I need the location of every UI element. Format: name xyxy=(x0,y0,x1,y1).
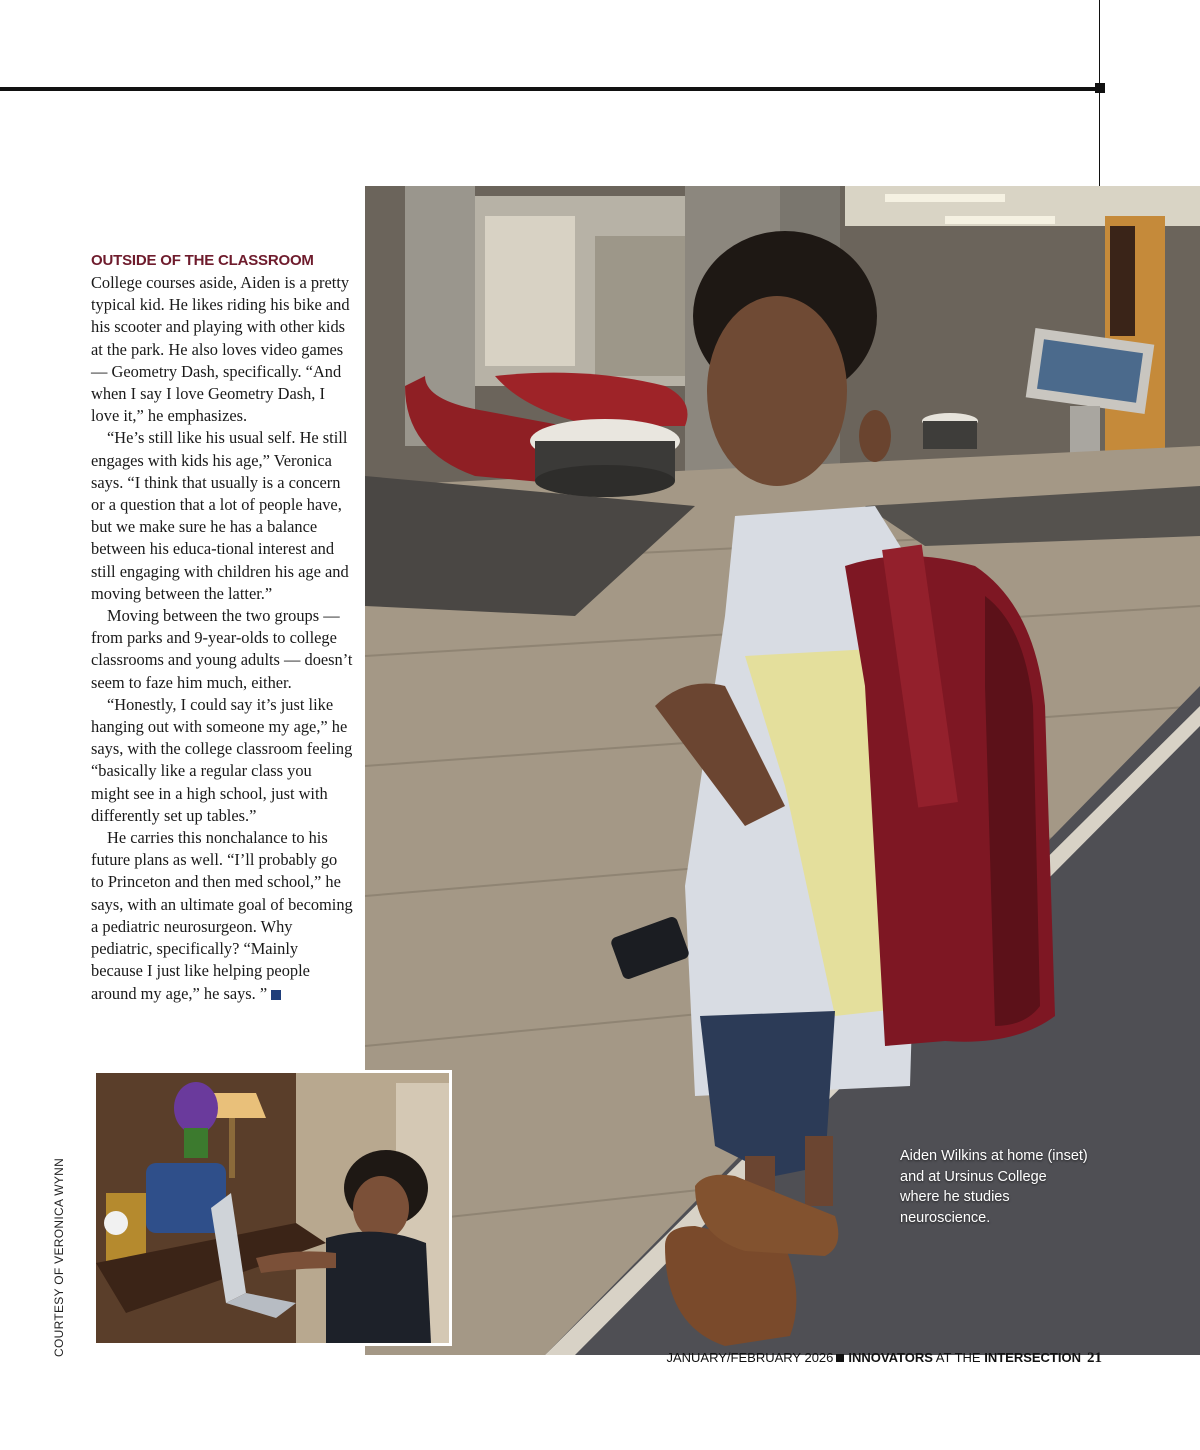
paragraph-text: He carries this nonchalance to his future plans as well. “I’ll probably go to Princeton and then med school,” he says, with an ultimate goal of becoming a pediatric neurosurgeon. Why pediatric, specifically? “Mainly because I just like helping people around my age,” he says. ” xyxy=(91,828,353,1003)
rule-corner-marker xyxy=(1095,83,1105,93)
publication-name-mid: AT THE xyxy=(932,1350,985,1365)
section-heading: OUTSIDE OF THE CLASSROOM xyxy=(91,252,314,269)
paragraph: “Honestly, I could say it’s just like hanging out with someone my age,” he says, with the college classroom feeling “basically like a regular class you might see in a high school, just with differently set up tables.” xyxy=(91,694,353,825)
inset-photo xyxy=(93,1070,452,1346)
article-column xyxy=(91,250,353,1005)
paragraph-last xyxy=(91,827,353,1005)
publication-name-1: INNOVATORS xyxy=(848,1350,933,1365)
end-mark-icon xyxy=(271,990,281,1000)
page-footer xyxy=(0,1350,1102,1367)
vertical-rule xyxy=(1099,0,1100,187)
top-rule xyxy=(0,87,1100,91)
page-number: 21 xyxy=(1087,1350,1102,1366)
photo-credit: COURTESY OF VERONICA WYNN xyxy=(52,1157,66,1357)
issue-date: JANUARY/FEBRUARY 2026 xyxy=(666,1350,834,1365)
paragraph: Moving between the two groups — from parks and 9-year-olds to college classrooms and young adults — doesn’t seem to faze him much, either. xyxy=(91,606,353,692)
footer-separator-icon xyxy=(836,1354,844,1362)
paragraph: “He’s still like his usual self. He still engages with kids his age,” Veronica says. “I think that usually is a concern or a question that a lot of people have, but we make sure he has a balance between his educa-tional interest and still engaging with children his age and moving between the latter.” xyxy=(91,428,349,603)
photo-caption: Aiden Wilkins at home (inset) and at Ursinus College where he studies neuroscience. xyxy=(900,1148,1088,1226)
inset-photo-illustration xyxy=(96,1073,449,1343)
paragraph: College courses aside, Aiden is a pretty typical kid. He likes riding his bike and his scooter and playing with other kids at the park. He also loves video games — Geometry Dash, specifically. “And when I say I love Geometry Dash, I love it,” he emphasizes. xyxy=(91,273,350,426)
publication-name-2: INTERSECTION xyxy=(984,1350,1081,1365)
